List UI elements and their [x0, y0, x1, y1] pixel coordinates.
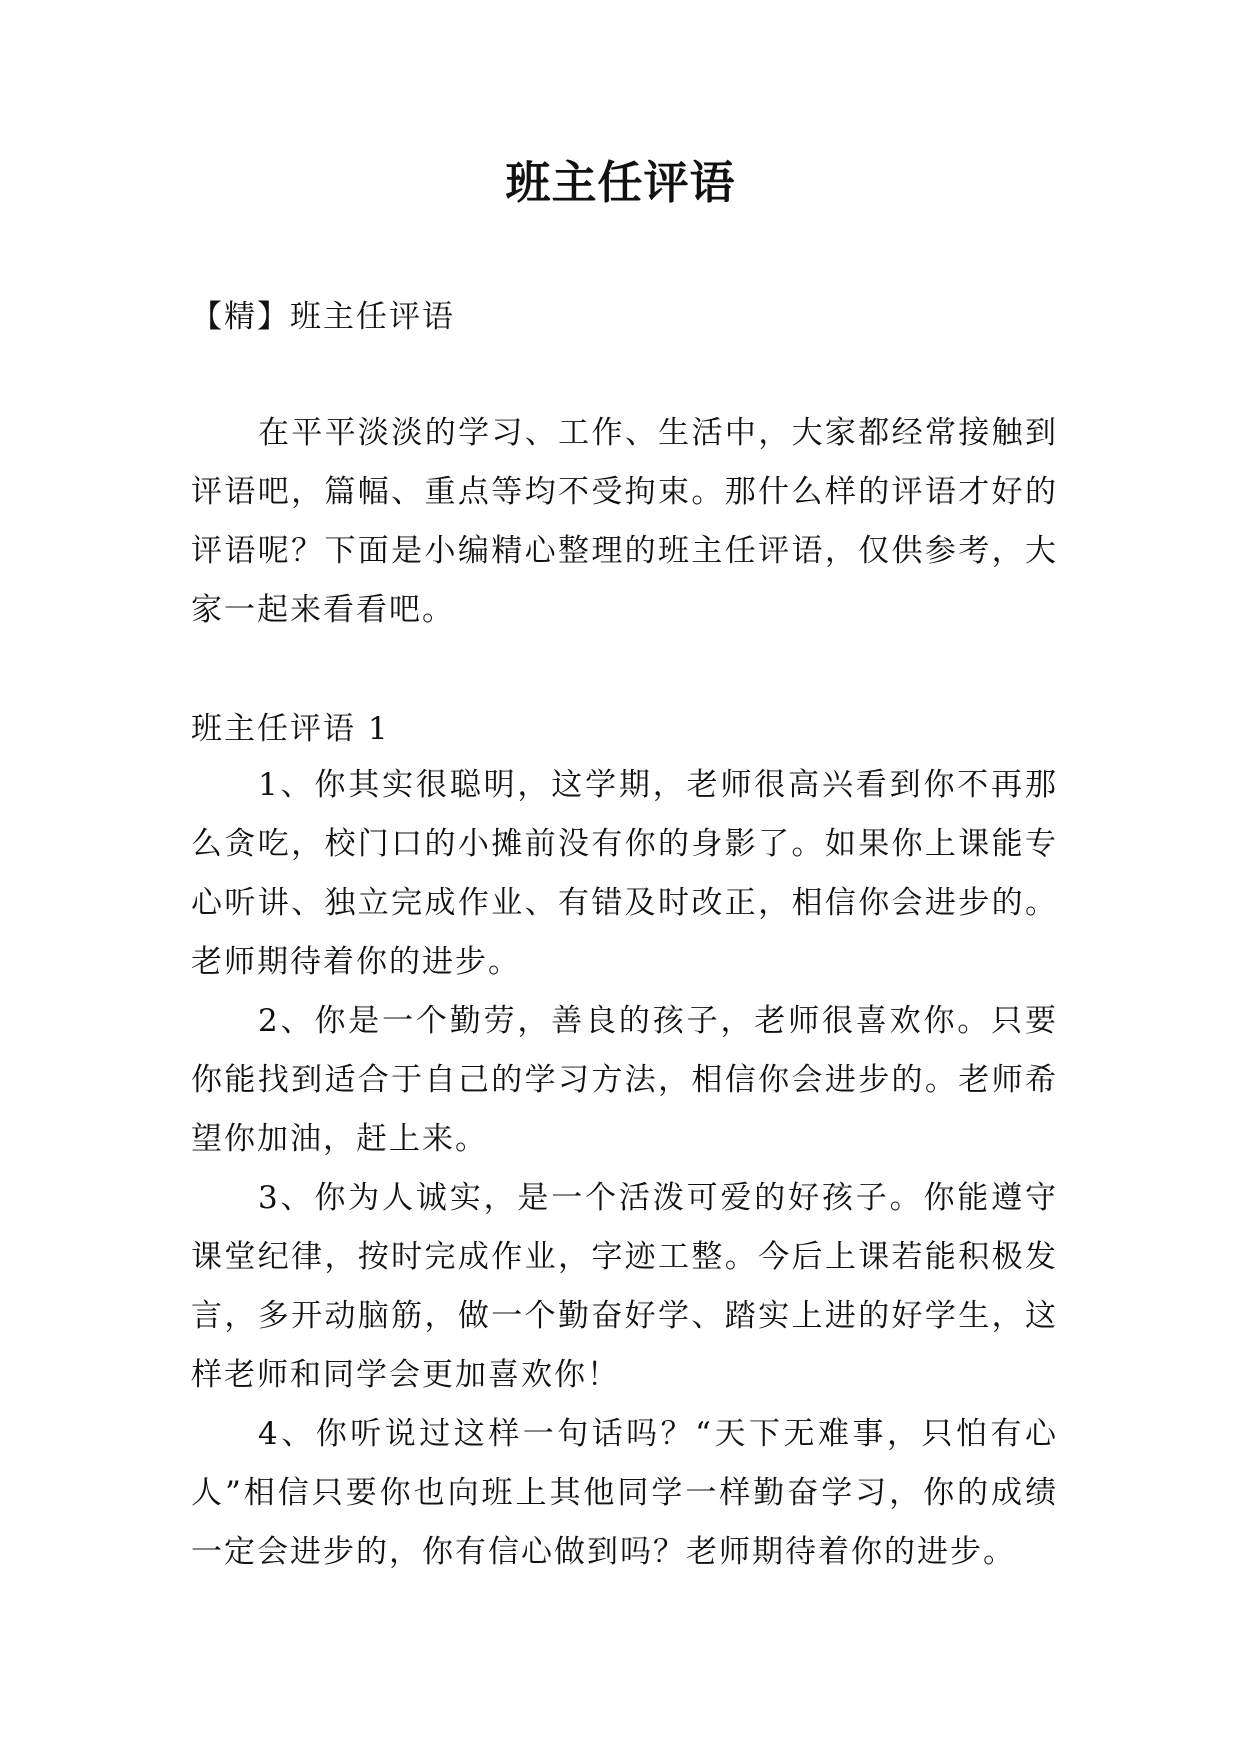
comment-line: 人”相信只要你也向班上其他同学一样勤奋学习，你的成绩 [191, 1475, 1058, 1511]
comment-line: 3、你为人诚实，是一个活泼可爱的好孩子。你能遵守 [258, 1180, 1058, 1216]
comment-line: 课堂纪律，按时完成作业，字迹工整。今后上课若能积极发 [191, 1239, 1058, 1275]
comment-item [191, 1169, 1058, 1405]
comment-line: 心听讲、独立完成作业、有错及时改正，相信你会进步的。 [191, 885, 1058, 921]
comment-line: 样老师和同学会更加喜欢你！ [191, 1357, 620, 1393]
comment-line: 望你加油，赶上来。 [191, 1121, 488, 1157]
comment-item [191, 1405, 1058, 1582]
comment-line: 你能找到适合于自己的学习方法，相信你会进步的。老师希 [191, 1062, 1058, 1098]
comment-line: 4、你听说过这样一句话吗？“天下无难事，只怕有心 [258, 1416, 1058, 1452]
section-heading: 班主任评语 1 [191, 711, 390, 747]
document-subtitle-block [191, 288, 1058, 347]
comment-line: 2、你是一个勤劳，善良的孩子，老师很喜欢你。只要 [258, 1003, 1058, 1039]
comment-item [191, 756, 1058, 992]
comment-line: 言，多开动脑筋，做一个勤奋好学、踏实上进的好学生，这 [191, 1298, 1058, 1334]
comment-list [191, 756, 1058, 1582]
intro-paragraph [191, 404, 1058, 640]
section-heading-block [191, 700, 1058, 759]
intro-line: 评语吧，篇幅、重点等均不受拘束。那什么样的评语才好的 [191, 474, 1058, 510]
comment-line: 么贪吃，校门口的小摊前没有你的身影了。如果你上课能专 [191, 826, 1058, 862]
intro-line: 评语呢？下面是小编精心整理的班主任评语，仅供参考，大 [191, 533, 1058, 569]
comment-item [191, 992, 1058, 1169]
intro-line: 在平平淡淡的学习、工作、生活中，大家都经常接触到 [258, 415, 1058, 451]
comment-line: 一定会进步的，你有信心做到吗？老师期待着你的进步。 [191, 1534, 1016, 1570]
comment-line: 老师期待着你的进步。 [191, 944, 521, 980]
intro-line: 家一起来看看吧。 [191, 592, 455, 628]
document-title: 班主任评语 [505, 156, 736, 209]
comment-line: 1、你其实很聪明，这学期，老师很高兴看到你不再那 [258, 767, 1058, 803]
document-subtitle: 【精】班主任评语 [191, 299, 455, 335]
